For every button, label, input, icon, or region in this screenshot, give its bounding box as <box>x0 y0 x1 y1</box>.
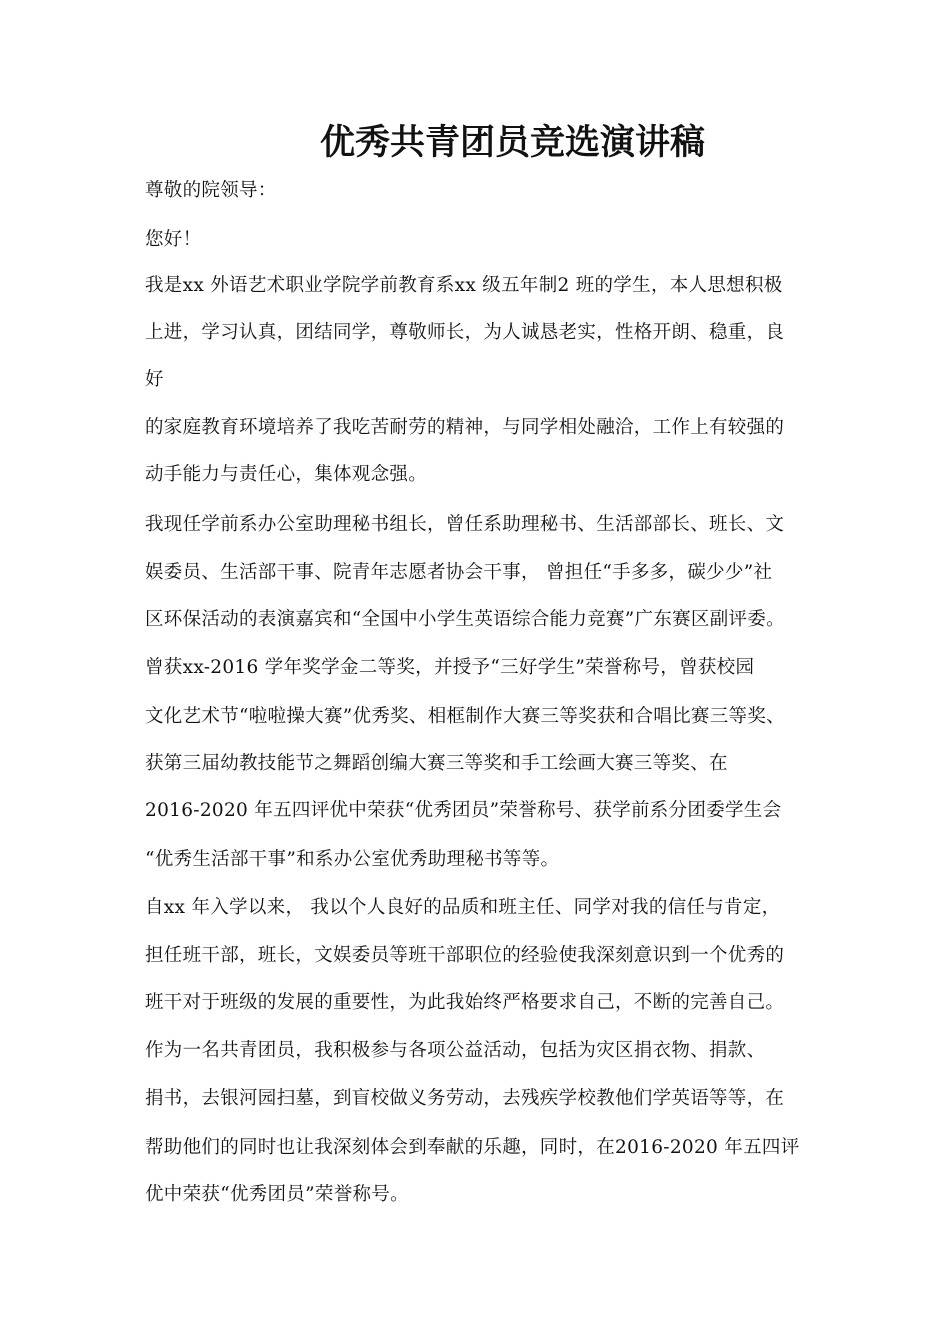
text-line: 您好！ <box>145 229 202 250</box>
text-line: 曾获xx-2016 学年奖学金二等奖，并授予“三好学生”荣誉称号，曾获校园 <box>145 657 755 678</box>
document-title: 优秀共青团员竞选演讲稿 <box>320 122 706 163</box>
text-line: 班干对于班级的发展的重要性，为此我始终严格要求自己，不断的完善自己。 <box>145 992 785 1013</box>
text-line: 娱委员、生活部干事、院青年志愿者协会干事， 曾担任“手多多，碳少少”社 <box>145 562 773 583</box>
text-line: 文化艺术节“啦啦操大赛”优秀奖、相框制作大赛三等奖获和合唱比赛三等奖、 <box>145 706 785 727</box>
text-line: 获第三届幼教技能节之舞蹈创编大赛三等奖和手工绘画大赛三等奖、在 <box>145 753 728 774</box>
text-line: 2016-2020 年五四评优中荣获“优秀团员”荣誉称号、获学前系分团委学生会 <box>145 800 782 821</box>
text-line: 动手能力与责任心，集体观念强。 <box>145 464 428 485</box>
text-line: 尊敬的院领导： <box>145 180 277 201</box>
text-line: 作为一名共青团员，我积极参与各项公益活动，包括为灾区捐衣物、捐款、 <box>145 1040 766 1061</box>
text-line: 我现任学前系办公室助理秘书组长，曾任系助理秘书、生活部部长、班长、文 <box>145 514 785 535</box>
text-line: 好 <box>145 369 164 390</box>
text-line: 的家庭教育环境培养了我吃苦耐劳的精神，与同学相处融洽，工作上有较强的 <box>145 417 785 438</box>
text-line: 上进，学习认真，团结同学，尊敬师长，为人诚恳老实，性格开朗、稳重，良 <box>145 322 785 343</box>
text-line: 担任班干部，班长，文娱委员等班干部职位的经验使我深刻意识到一个优秀的 <box>145 945 785 966</box>
text-line: “优秀生活部干事”和系办公室优秀助理秘书等等。 <box>145 849 560 870</box>
text-line: 帮助他们的同时也让我深刻体会到奉献的乐趣，同时，在2016-2020 年五四评 <box>145 1137 800 1158</box>
text-line: 捐书，去银河园扫墓，到盲校做义务劳动，去残疾学校教他们学英语等等，在 <box>145 1088 785 1109</box>
text-line: 我是xx 外语艺术职业学院学前教育系xx 级五年制2 班的学生，本人思想积极 <box>145 275 783 296</box>
text-line: 区环保活动的表演嘉宾和“全国中小学生英语综合能力竞赛”广东赛区副评委。 <box>145 609 785 630</box>
text-line: 自xx 年入学以来， 我以个人良好的品质和班主任、同学对我的信任与肯定， <box>145 897 781 918</box>
text-line: 优中荣获“优秀团员”荣誉称号。 <box>145 1184 409 1205</box>
